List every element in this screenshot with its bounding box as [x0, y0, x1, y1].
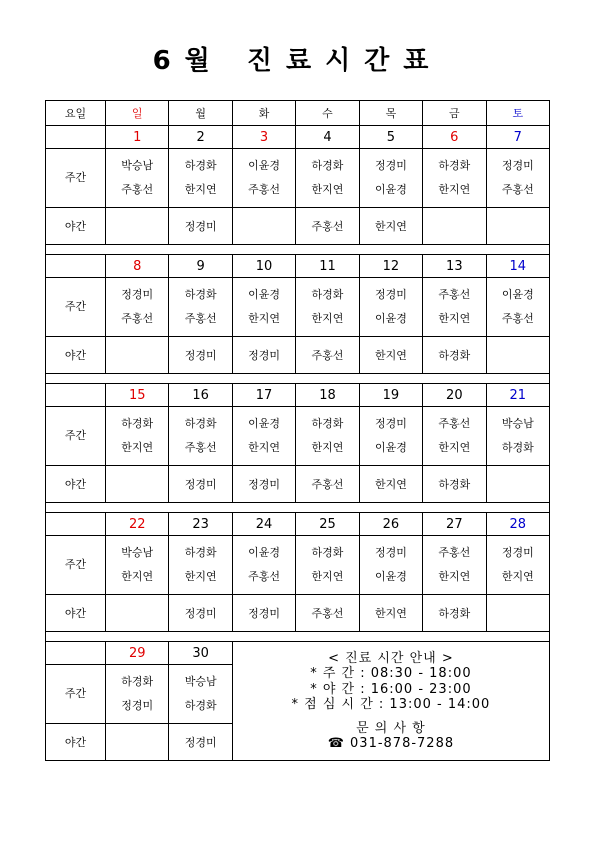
doctor-name: 한지연 — [438, 183, 471, 196]
phone-icon: ☎ — [327, 736, 351, 751]
yoil-label: 요일 — [46, 101, 106, 126]
doctor-name: 한지연 — [311, 570, 344, 583]
night-shift-cell — [106, 595, 169, 632]
night-shift-cell: 정경미 — [232, 337, 295, 374]
phone-line — [233, 736, 549, 752]
doctor-name: 이윤경 — [248, 417, 280, 430]
weekday-header: 금 — [423, 101, 486, 126]
doctor-name: 하경화 — [121, 675, 154, 688]
doctor-name: 정경미 — [121, 288, 154, 301]
date-row — [46, 126, 550, 149]
day-shift-cell — [169, 278, 232, 337]
day-shift-cell — [486, 536, 549, 595]
day-shift-cell — [232, 278, 295, 337]
doctor-name: 주홍선 — [438, 417, 471, 430]
date-cell: 21 — [486, 384, 549, 407]
doctor-name: 하경화 — [121, 417, 154, 430]
doctor-name: 한지연 — [248, 441, 280, 454]
day-shift-label: 주간 — [46, 536, 106, 595]
day-shift-cell — [486, 278, 549, 337]
day-shift-cell — [106, 536, 169, 595]
doctor-name: 정경미 — [374, 546, 407, 559]
day-shift-cell — [106, 149, 169, 208]
day-shift-cell — [296, 536, 359, 595]
week-separator — [46, 374, 550, 384]
doctor-name: 박승남 — [501, 417, 534, 430]
week-separator-row — [46, 374, 550, 384]
night-shift-cell — [486, 595, 549, 632]
weekday-header: 일 — [106, 101, 169, 126]
day-shift-label: 주간 — [46, 665, 106, 724]
day-shift-row — [46, 536, 550, 595]
night-shift-cell — [486, 208, 549, 245]
doctor-name: 정경미 — [501, 159, 534, 172]
date-cell: 27 — [423, 513, 486, 536]
date-row — [46, 384, 550, 407]
doctor-name: 하경화 — [438, 159, 471, 172]
doctor-name: 박승남 — [184, 675, 217, 688]
night-shift-cell: 하경화 — [423, 337, 486, 374]
day-shift-cell — [169, 407, 232, 466]
doctor-name: 주홍선 — [184, 312, 217, 325]
doctor-name: 주홍선 — [501, 312, 534, 325]
page-title: 6월 진료시간표 — [152, 46, 443, 76]
day-shift-cell — [106, 407, 169, 466]
night-shift-cell: 정경미 — [232, 466, 295, 503]
night-shift-cell: 한지연 — [359, 466, 422, 503]
date-cell: 24 — [232, 513, 295, 536]
date-cell: 7 — [486, 126, 549, 149]
date-cell: 30 — [169, 642, 232, 665]
date-cell: 3 — [232, 126, 295, 149]
day-shift-cell — [359, 149, 422, 208]
night-shift-cell: 주홍선 — [296, 208, 359, 245]
weekday-header: 화 — [232, 101, 295, 126]
night-shift-cell: 하경화 — [423, 466, 486, 503]
doctor-name: 하경화 — [501, 441, 534, 454]
doctor-name: 하경화 — [311, 288, 344, 301]
doctor-name: 하경화 — [184, 699, 217, 712]
doctor-name: 이윤경 — [374, 570, 407, 583]
day-shift-cell — [486, 149, 549, 208]
day-shift-cell — [423, 278, 486, 337]
night-shift-cell — [232, 208, 295, 245]
date-cell: 28 — [486, 513, 549, 536]
date-cell: 23 — [169, 513, 232, 536]
doctor-name: 주홍선 — [248, 183, 280, 196]
date-cell: 11 — [296, 255, 359, 278]
doctor-name: 한지연 — [311, 183, 344, 196]
doctor-name: 주홍선 — [501, 183, 534, 196]
doctor-name: 이윤경 — [374, 183, 407, 196]
date-row-spacer — [46, 126, 106, 149]
day-shift-cell — [106, 665, 169, 724]
night-shift-cell: 정경미 — [169, 208, 232, 245]
date-cell: 25 — [296, 513, 359, 536]
doctor-name: 하경화 — [184, 159, 217, 172]
date-cell: 16 — [169, 384, 232, 407]
day-shift-cell — [359, 407, 422, 466]
doctor-name: 한지연 — [121, 570, 154, 583]
date-row — [46, 513, 550, 536]
night-shift-cell: 한지연 — [359, 208, 422, 245]
doctor-name: 한지연 — [501, 570, 534, 583]
date-cell: 19 — [359, 384, 422, 407]
date-cell: 18 — [296, 384, 359, 407]
phone-number: 031-878-7288 — [350, 736, 455, 751]
date-cell: 13 — [423, 255, 486, 278]
doctor-name: 정경미 — [374, 159, 407, 172]
night-shift-label: 야간 — [46, 466, 106, 503]
date-row — [46, 255, 550, 278]
day-shift-cell — [296, 407, 359, 466]
date-cell: 5 — [359, 126, 422, 149]
week-separator-row — [46, 245, 550, 255]
doctor-name: 하경화 — [311, 159, 344, 172]
weekday-header-row — [46, 101, 550, 126]
doctor-name: 한지연 — [438, 312, 471, 325]
day-shift-cell — [169, 149, 232, 208]
day-shift-cell — [296, 149, 359, 208]
date-cell: 9 — [169, 255, 232, 278]
day-shift-cell — [232, 149, 295, 208]
night-shift-cell: 정경미 — [232, 595, 295, 632]
date-cell: 4 — [296, 126, 359, 149]
doctor-name: 이윤경 — [248, 159, 280, 172]
doctor-name: 주홍선 — [438, 546, 471, 559]
night-shift-cell: 한지연 — [359, 337, 422, 374]
night-shift-label: 야간 — [46, 337, 106, 374]
day-shift-cell — [232, 536, 295, 595]
doctor-name: 하경화 — [311, 417, 344, 430]
date-row-spacer — [46, 642, 106, 665]
date-cell: 6 — [423, 126, 486, 149]
weekday-header: 수 — [296, 101, 359, 126]
date-cell: 12 — [359, 255, 422, 278]
doctor-name: 주홍선 — [438, 288, 471, 301]
night-shift-cell: 한지연 — [359, 595, 422, 632]
doctor-name: 주홍선 — [121, 312, 154, 325]
day-shift-label: 주간 — [46, 407, 106, 466]
doctor-name: 하경화 — [184, 288, 217, 301]
info-lunch-hours: * 점 심 시 간 : 13:00 - 14:00 — [291, 697, 491, 712]
night-shift-cell: 하경화 — [423, 595, 486, 632]
night-shift-cell — [106, 724, 169, 761]
doctor-name: 한지연 — [311, 312, 344, 325]
doctor-name: 정경미 — [501, 546, 534, 559]
doctor-name: 주홍선 — [184, 441, 217, 454]
date-cell: 8 — [106, 255, 169, 278]
day-shift-cell — [486, 407, 549, 466]
day-shift-cell — [169, 536, 232, 595]
doctor-name: 정경미 — [374, 288, 407, 301]
night-shift-label: 야간 — [46, 595, 106, 632]
night-shift-cell: 주홍선 — [296, 337, 359, 374]
schedule-table — [45, 100, 550, 761]
doctor-name: 하경화 — [184, 417, 217, 430]
doctor-name: 주홍선 — [248, 570, 280, 583]
day-shift-cell — [106, 278, 169, 337]
night-shift-cell: 주홍선 — [296, 466, 359, 503]
day-shift-row — [46, 278, 550, 337]
night-shift-cell: 정경미 — [169, 466, 232, 503]
week-separator-row — [46, 503, 550, 513]
doctor-name: 이윤경 — [374, 312, 407, 325]
night-shift-cell — [106, 466, 169, 503]
night-shift-cell: 정경미 — [169, 337, 232, 374]
doctor-name: 한지연 — [184, 570, 217, 583]
day-shift-cell — [423, 149, 486, 208]
day-shift-label: 주간 — [46, 149, 106, 208]
date-cell: 2 — [169, 126, 232, 149]
weekday-header: 토 — [486, 101, 549, 126]
night-shift-row — [46, 208, 550, 245]
day-shift-row — [46, 149, 550, 208]
night-shift-cell: 정경미 — [169, 724, 232, 761]
date-row — [46, 642, 550, 665]
night-shift-cell: 주홍선 — [296, 595, 359, 632]
night-shift-cell — [486, 337, 549, 374]
doctor-name: 한지연 — [184, 183, 217, 196]
date-row-spacer — [46, 384, 106, 407]
doctor-name: 한지연 — [438, 570, 471, 583]
doctor-name: 한지연 — [248, 312, 280, 325]
night-shift-cell — [486, 466, 549, 503]
doctor-name: 박승남 — [121, 159, 154, 172]
info-night-hours: * 야 간 : 16:00 - 23:00 — [310, 681, 472, 697]
doctor-name: 이윤경 — [248, 288, 280, 301]
night-shift-cell — [106, 208, 169, 245]
info-heading: < 진료 시간 안내 > — [328, 650, 454, 666]
doctor-name: 하경화 — [311, 546, 344, 559]
day-shift-cell — [423, 536, 486, 595]
doctor-name: 주홍선 — [121, 183, 154, 196]
night-shift-cell — [423, 208, 486, 245]
doctor-name: 정경미 — [121, 699, 154, 712]
date-cell: 15 — [106, 384, 169, 407]
info-spacer — [233, 713, 549, 721]
date-cell: 22 — [106, 513, 169, 536]
date-row-spacer — [46, 255, 106, 278]
date-cell: 26 — [359, 513, 422, 536]
date-cell: 14 — [486, 255, 549, 278]
night-shift-label: 야간 — [46, 724, 106, 761]
day-shift-cell — [169, 665, 232, 724]
date-cell: 1 — [106, 126, 169, 149]
contact-label: 문 의 사 항 — [356, 720, 426, 736]
doctor-name: 이윤경 — [501, 288, 534, 301]
night-shift-label: 야간 — [46, 208, 106, 245]
date-row-spacer — [46, 513, 106, 536]
day-shift-label: 주간 — [46, 278, 106, 337]
doctor-name: 이윤경 — [248, 546, 280, 559]
night-shift-row — [46, 595, 550, 632]
week-separator — [46, 503, 550, 513]
day-shift-cell — [423, 407, 486, 466]
night-shift-cell — [106, 337, 169, 374]
doctor-name: 정경미 — [374, 417, 407, 430]
day-shift-cell — [359, 278, 422, 337]
doctor-name: 한지연 — [121, 441, 154, 454]
day-shift-cell — [359, 536, 422, 595]
weekday-header: 목 — [359, 101, 422, 126]
week-separator — [46, 632, 550, 642]
weekday-header: 월 — [169, 101, 232, 126]
hours-info-box — [232, 642, 549, 761]
date-cell: 20 — [423, 384, 486, 407]
week-separator — [46, 245, 550, 255]
info-day-hours: * 주 간 : 08:30 - 18:00 — [310, 666, 472, 681]
doctor-name: 한지연 — [438, 441, 471, 454]
date-cell: 10 — [232, 255, 295, 278]
day-shift-row — [46, 407, 550, 466]
date-cell: 29 — [106, 642, 169, 665]
day-shift-cell — [232, 407, 295, 466]
night-shift-cell: 정경미 — [169, 595, 232, 632]
week-separator-row — [46, 632, 550, 642]
doctor-name: 한지연 — [311, 441, 344, 454]
night-shift-row — [46, 337, 550, 374]
day-shift-cell — [296, 278, 359, 337]
date-cell: 17 — [232, 384, 295, 407]
doctor-name: 이윤경 — [374, 441, 407, 454]
doctor-name: 박승남 — [121, 546, 154, 559]
night-shift-row — [46, 466, 550, 503]
doctor-name: 하경화 — [184, 546, 217, 559]
